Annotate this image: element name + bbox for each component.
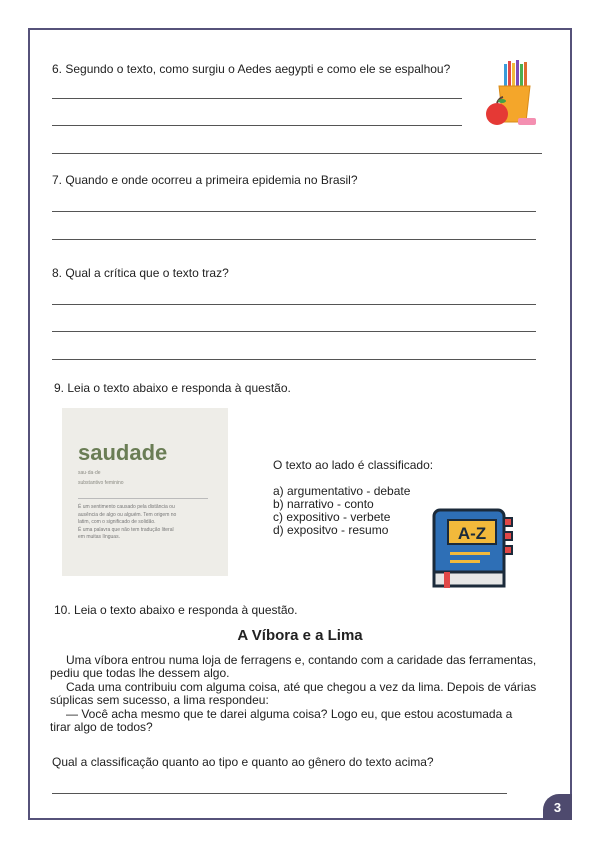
answer-line[interactable] xyxy=(52,211,536,212)
question-6: 6. Segundo o texto, como surgiu o Aedes aegypti e como ele se espalhou? xyxy=(52,62,451,76)
card-definition: É um sentimento causado pela distância ou ausência de algo ou alguém. Tem origem no latim, com o significado de solidão. É uma palavra que não tem tradução literal em muitas línguas. xyxy=(78,504,177,540)
question-10-prompt: Qual a classificação quanto ao tipo e quanto ao gênero do texto acima? xyxy=(52,755,434,769)
answer-line[interactable] xyxy=(52,98,462,99)
answer-line[interactable] xyxy=(52,359,536,360)
dictionary-book-icon xyxy=(430,506,514,590)
story-line: Uma víbora entrou numa loja de ferragens e, contando com a caridade das ferramentas, xyxy=(66,653,537,667)
card-word: saudade xyxy=(78,440,168,465)
answer-line[interactable] xyxy=(52,153,542,154)
story-line: tirar algo de todos? xyxy=(50,720,153,734)
card-phonetic: sau·da·de xyxy=(78,470,101,476)
book-label: A-Z xyxy=(457,524,487,543)
story-line: — Você acha mesmo que te darei alguma coisa? Logo eu, que estou acostumada a xyxy=(66,707,513,721)
card-divider xyxy=(78,498,208,499)
story-line: pediu que todas lhe dessem algo. xyxy=(50,666,230,680)
pencil-cup-icon xyxy=(484,58,542,130)
question-8: 8. Qual a crítica que o texto traz? xyxy=(52,266,229,280)
card-class: substantivo feminino xyxy=(78,480,124,486)
page-number: 3 xyxy=(543,794,572,820)
answer-line[interactable] xyxy=(52,239,536,240)
answer-line[interactable] xyxy=(52,793,507,794)
dictionary-card xyxy=(62,408,228,576)
option-c[interactable]: c) expositivo - verbete xyxy=(273,510,391,524)
story-title: A Víbora e a Lima xyxy=(237,627,363,644)
answer-line[interactable] xyxy=(52,304,536,305)
option-d[interactable]: d) expositvo - resumo xyxy=(273,523,389,537)
question-9: 9. Leia o texto abaixo e responda à questão. xyxy=(54,381,291,395)
story-line: Cada uma contribuiu com alguma coisa, até que chegou a vez da lima. Depois de várias xyxy=(66,680,537,694)
story-line: súplicas sem sucesso, a lima respondeu: xyxy=(50,693,269,707)
option-a[interactable]: a) argumentativo - debate xyxy=(273,484,411,498)
answer-line[interactable] xyxy=(52,331,536,332)
question-7: 7. Quando e onde ocorreu a primeira epidemia no Brasil? xyxy=(52,173,358,187)
option-b[interactable]: b) narrativo - conto xyxy=(273,497,374,511)
q9-prompt: O texto ao lado é classificado: xyxy=(273,458,434,472)
question-10: 10. Leia o texto abaixo e responda à questão. xyxy=(54,603,298,617)
answer-line[interactable] xyxy=(52,125,462,126)
